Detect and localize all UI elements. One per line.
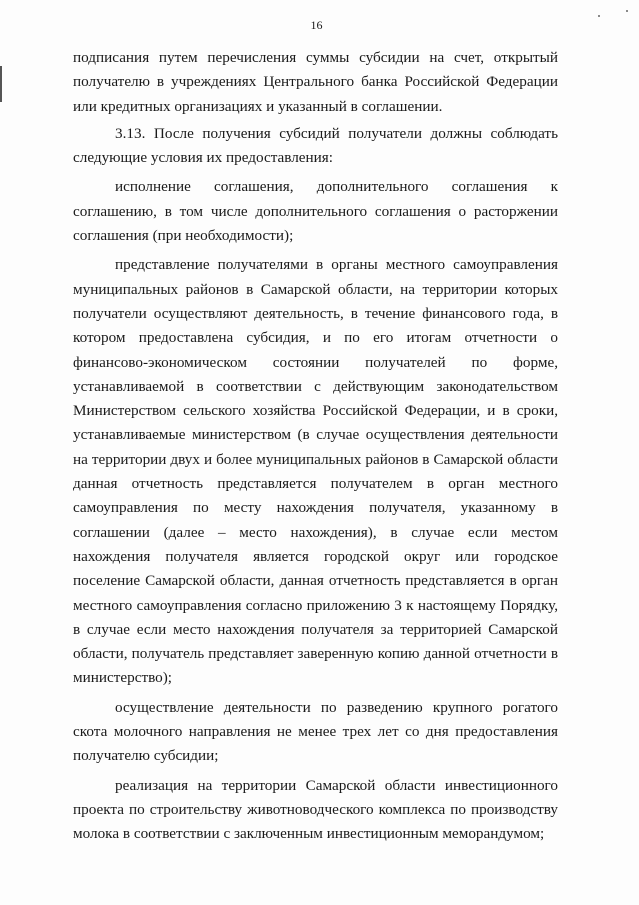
paragraph-condition-agreement: исполнение соглашения, дополнительного соглашения к соглашению, в том числе дополнительного соглашения о расторжении соглашения (при необходимости); — [73, 178, 558, 245]
page-number: 16 — [310, 18, 323, 32]
paragraph-condition-cattle: осуществление деятельности по разведению крупного рогатого скота молочного направления не менее трех лет со дня предоставления получателю субсидии; — [73, 698, 558, 765]
paragraph-condition-reporting: представление получателями в органы местного самоуправления муниципальных районов в Самарской области, на территории которых получатели осуществляют деятельность, в течение финансового года, в котором предоставлена субсидия, и по его итогам отчетности о финансово-экономическом состоянии получателей по форме, устанавливаемой в соответствии с действующим законодательством Министерством сельского хозяйства Российской Федерации, и в сроки, устанавливаемые министерством (в случае осуществления деятельности на территории двух и более муниципальных районов в Самарской области данная отчетность представляется получателем в орган местного самоуправления по месту нахождения получателя, указанному в соглашении (далее – место нахождения), в случае если местом нахождения получателя является городской округ или городское поселение Самарской области, данная отчетность представляется в орган местного самоуправления согласно приложению 3 к настоящему Порядку, в случае если место нахождения получателя за территорией Самарской области, получатель представляет заверенную копию данной отчетности в министерство); — [73, 256, 558, 687]
paragraph-clause-3-13: 3.13. После получения субсидий получатели должны соблюдать следующие условия их предоставления: — [73, 124, 558, 167]
paragraph-condition-investment: реализация на территории Самарской области инвестиционного проекта по строительству животноводческого комплекса по производству молока в соответствии с заключенным инвестиционным меморандумом; — [73, 776, 558, 843]
paragraph-continuation: подписания путем перечисления суммы субсидии на счет, открытый получателю в учреждениях Центрального банка Российской Федерации или кредитных организациях и указанный в соглашении. — [73, 49, 558, 115]
scan-dot — [598, 15, 600, 17]
document-body — [73, 46, 558, 847]
scan-dot — [626, 10, 628, 12]
scan-edge-mark — [0, 66, 2, 102]
